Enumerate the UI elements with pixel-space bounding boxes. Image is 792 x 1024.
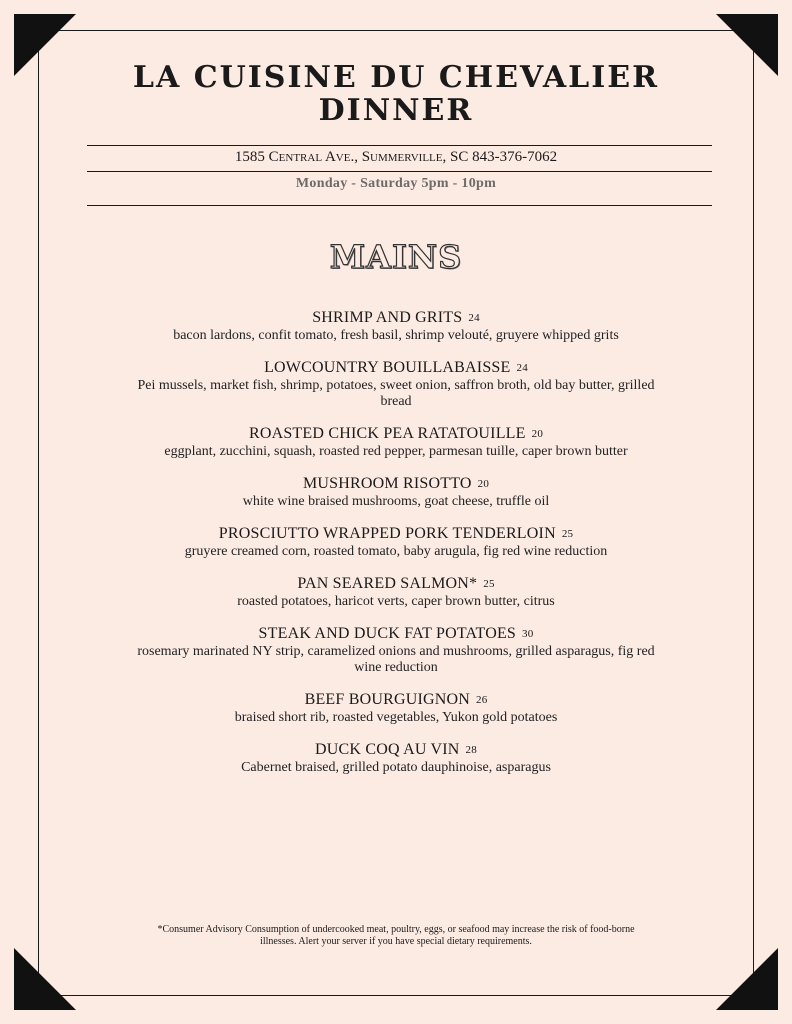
menu-item-description: eggplant, zucchini, squash, roasted red pepper, parmesan tuille, caper brown butter [164, 444, 628, 459]
menu-item [130, 690, 662, 726]
menu-item-description: gruyere creamed corn, roasted tomato, baby arugula, fig red wine reduction [184, 544, 608, 559]
menu-item-name-line [130, 524, 662, 544]
menu-item-price: 24 [468, 312, 480, 324]
menu-item-name: ROASTED CHICK PEA RATATOUILLE [248, 425, 526, 442]
menu-item-name-line [130, 308, 662, 328]
menu-item-name-line [130, 740, 662, 760]
menu-item-description: white wine braised mushrooms, goat cheese, truffle oil [242, 494, 550, 509]
divider [87, 171, 712, 172]
menu-item-price: 20 [531, 428, 544, 440]
menu-item-name: PROSCIUTTO WRAPPED PORK TENDERLOIN [218, 525, 556, 542]
menu-item-name: MUSHROOM RISOTTO [302, 475, 472, 492]
menu-item-name: PAN SEARED SALMON* [297, 575, 478, 592]
menu-item [130, 424, 662, 460]
menu-item-price: 24 [516, 362, 528, 374]
menu-item [130, 524, 662, 560]
menu-item-price: 28 [465, 744, 477, 756]
menu-list [130, 308, 662, 790]
menu-item-description: rosemary marinated NY strip, caramelized onions and mushrooms, grilled asparagus, fig red wine reduction [137, 644, 655, 675]
menu-item-description: Pei mussels, market fish, shrimp, potatoes, sweet onion, saffron broth, old bay butter, grilled bread [137, 378, 655, 409]
divider [87, 145, 712, 146]
menu-title: DINNER [318, 93, 474, 128]
menu-item-name: SHRIMP AND GRITS [312, 309, 463, 326]
menu-item-name-line [130, 358, 662, 378]
hours-line: Monday - Saturday 5pm - 10pm [295, 176, 497, 191]
menu-item-description: bacon lardons, confit tomato, fresh basil, shrimp velouté, gruyere whipped grits [173, 328, 619, 343]
menu-item-description: Cabernet braised, grilled potato dauphinoise, asparagus [241, 760, 551, 775]
corner-ornament-bottom-right [716, 948, 778, 1010]
menu-item-name-line [130, 574, 662, 594]
menu-item-name-line [130, 690, 662, 710]
menu-item-name: STEAK AND DUCK FAT POTATOES [258, 625, 517, 642]
menu-item [130, 574, 662, 610]
menu-item-name-line [130, 474, 662, 494]
corner-ornament-bottom-left [14, 948, 76, 1010]
menu-item-description: roasted potatoes, haricot verts, caper brown butter, citrus [237, 594, 555, 609]
menu-item-description: braised short rib, roasted vegetables, Yukon gold potatoes [234, 710, 558, 725]
menu-item [130, 740, 662, 776]
address-line: 1585 Central Ave., Summerville, SC 843-376-7062 [234, 149, 558, 165]
menu-item [130, 308, 662, 344]
divider [87, 205, 712, 206]
menu-item-name: DUCK COQ AU VIN [315, 741, 460, 758]
menu-item-name-line [130, 624, 662, 644]
consumer-advisory: *Consumer Advisory Consumption of undercooked meat, poultry, eggs, or seafood may increase the risk of food-borne illnesses. Alert your server if you have special dietary requirements. [157, 924, 635, 947]
menu-item [130, 624, 662, 676]
menu-item-name-line [130, 424, 662, 444]
menu-item-name: LOWCOUNTRY BOUILLABAISSE [264, 359, 511, 376]
menu-item-name: BEEF BOURGUIGNON [304, 691, 471, 708]
menu-item-price: 25 [561, 528, 574, 540]
menu-item [130, 474, 662, 510]
menu-item-price: 30 [522, 628, 534, 640]
menu-item [130, 358, 662, 410]
menu-item-price: 20 [477, 478, 490, 490]
menu-item-price: 26 [476, 694, 488, 706]
restaurant-name: LA CUISINE DU CHEVALIER [132, 60, 660, 95]
menu-item-price: 25 [483, 578, 495, 590]
section-title: MAINS [329, 238, 463, 276]
